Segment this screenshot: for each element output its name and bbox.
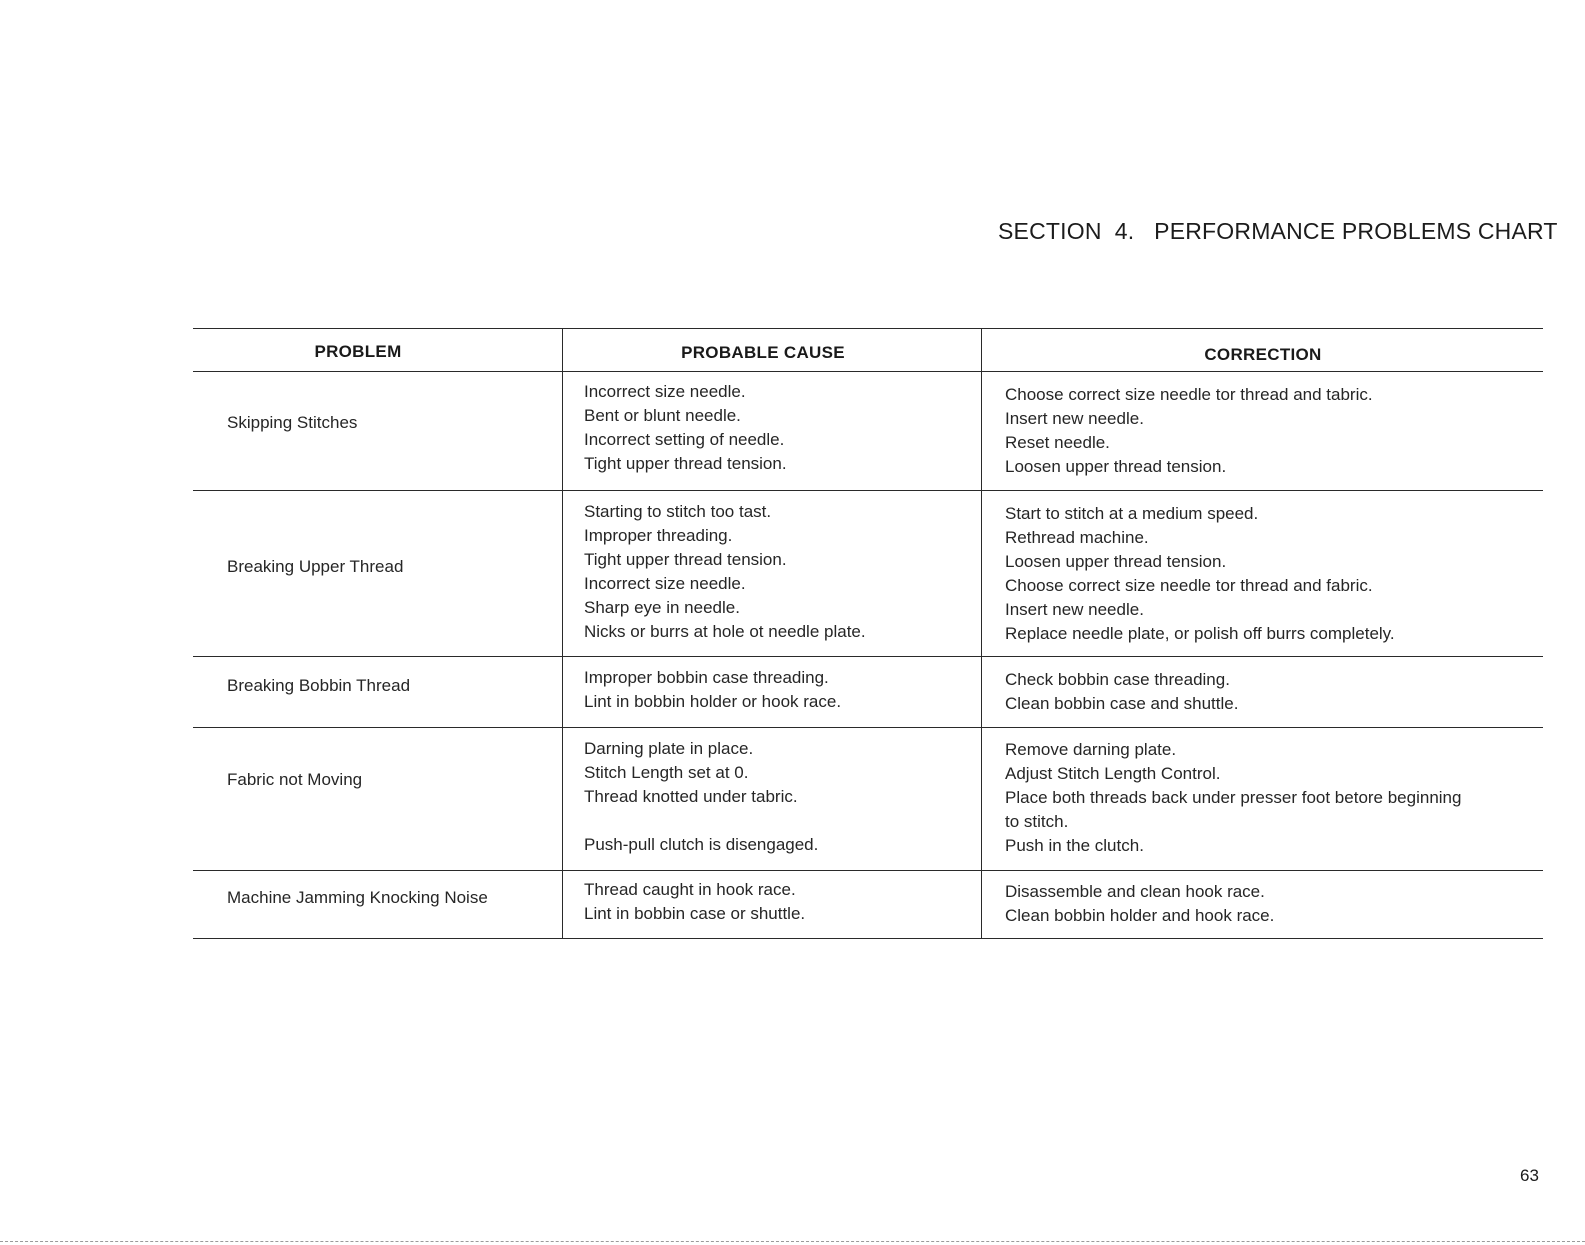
cause-line: Improper threading. [584,526,733,545]
cause-line: Thread caught in hook race. [584,880,796,899]
cause-line: Tight upper thread tension. [584,550,787,569]
row-divider [193,727,1543,728]
column-divider [981,328,982,938]
row-divider [193,490,1543,491]
cause-cell [584,500,866,644]
row-divider [193,656,1543,657]
cause-line: Push-pull clutch is disengaged. [584,835,819,854]
correction-line: Reset needle. [1005,433,1110,452]
correction-line: Clean bobbin holder and hook race. [1005,906,1275,925]
cause-line: Darning plate in place. [584,739,754,758]
header-probable-cause: PROBABLE CAUSE [681,343,845,362]
problem-cell: Breaking Bobbin Thread [227,676,411,695]
header-correction: CORRECTION [1204,345,1322,364]
correction-line: Rethread machine. [1005,528,1149,547]
header-bottom-rule [193,371,1543,372]
cause-line: Lint in bobbin case or shuttle. [584,904,806,923]
cause-line: Starting to stitch too tast. [584,502,772,521]
correction-line: Adjust Stitch Length Control. [1005,764,1221,783]
column-divider [562,328,563,938]
cause-cell [584,666,841,714]
correction-line: Place both threads back under presser foot betore beginning [1005,788,1462,807]
performance-problems-chart [193,328,1543,950]
row-divider [193,870,1543,871]
cause-line: Stitch Length set at 0. [584,763,749,782]
problem-cell: Breaking Upper Thread [227,557,404,576]
correction-line: Loosen upper thread tension. [1005,552,1227,571]
correction-line: to stitch. [1005,812,1069,831]
correction-cell [1005,880,1274,928]
cause-cell [584,878,805,926]
correction-cell [1005,383,1373,479]
cause-cell [584,737,818,857]
cause-line: Lint in bobbin holder or hook race. [584,692,842,711]
correction-line: Check bobbin case threading. [1005,670,1230,689]
cause-line: Nicks or burrs at hole ot needle plate. [584,622,866,641]
correction-cell [1005,502,1395,646]
problem-cell: Skipping Stitches [227,413,358,432]
correction-line: Insert new needle. [1005,600,1144,619]
correction-line: Loosen upper thread tension. [1005,457,1227,476]
table-bottom-rule [193,938,1543,939]
section-title: SECTION 4. PERFORMANCE PROBLEMS CHART [998,218,1558,244]
correction-line: Push in the clutch. [1005,836,1144,855]
correction-line: Choose correct size needle tor thread and fabric. [1005,576,1373,595]
cause-line: Incorrect size needle. [584,574,746,593]
cause-line: Tight upper thread tension. [584,454,787,473]
cause-line: Bent or blunt needle. [584,406,741,425]
correction-line: Start to stitch at a medium speed. [1005,504,1259,523]
correction-cell [1005,738,1461,858]
correction-line: Insert new needle. [1005,409,1144,428]
problem-cell: Machine Jamming Knocking Noise [227,888,488,907]
cause-line [584,809,818,833]
correction-line: Choose correct size needle tor thread and tabric. [1005,385,1373,404]
cause-cell [584,380,787,476]
problem-cell: Fabric not Moving [227,770,363,789]
correction-line: Clean bobbin case and shuttle. [1005,694,1239,713]
cause-line: Improper bobbin case threading. [584,668,829,687]
page-edge [0,1241,1585,1242]
correction-line: Replace needle plate, or polish off burrs completely. [1005,624,1395,643]
cause-line: Thread knotted under tabric. [584,787,798,806]
table-top-rule [193,328,1543,329]
correction-cell [1005,668,1238,716]
correction-line: Remove darning plate. [1005,740,1177,759]
cause-line: Sharp eye in needle. [584,598,740,617]
header-problem: PROBLEM [314,342,402,361]
cause-line: Incorrect setting of needle. [584,430,785,449]
cause-line: Incorrect size needle. [584,382,746,401]
correction-line: Disassemble and clean hook race. [1005,882,1265,901]
page-number: 63 [1520,1166,1539,1185]
